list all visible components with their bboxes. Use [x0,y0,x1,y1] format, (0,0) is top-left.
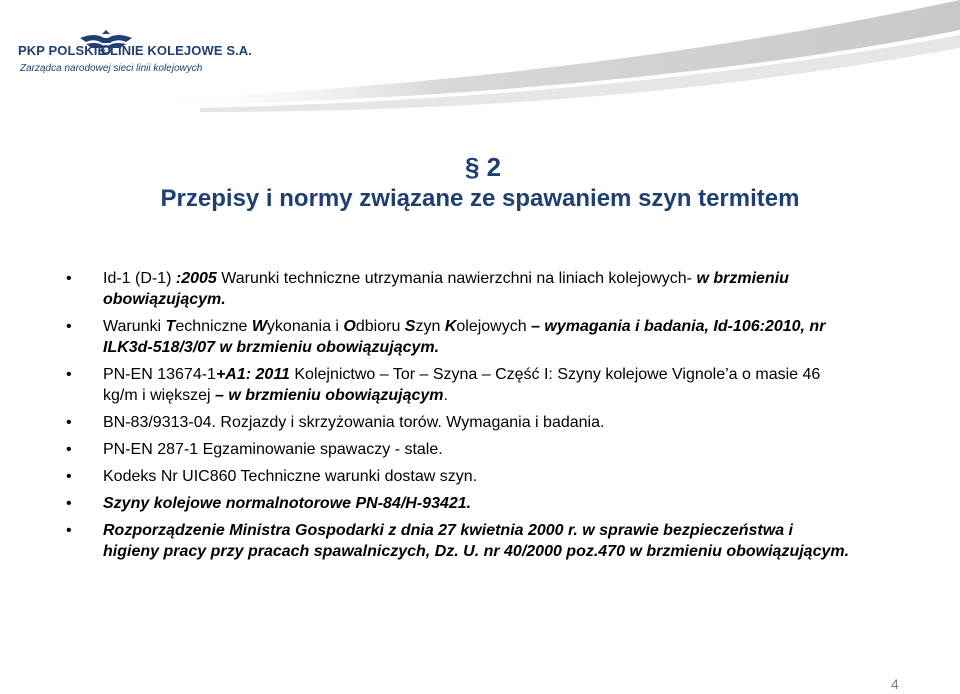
item-text: PN-EN 287-1 Egzaminowanie spawaczy - stale. [103,441,443,458]
list-item [103,364,853,406]
page-title: Przepisy i normy związane ze spawaniem szyn termitem [160,185,800,212]
item-text: Warunki techniczne utrzymania nawierzchni na liniach kolejowych- [216,270,697,287]
item-text: Kolejnictwo – Tor – Szyna – Część I: Szyny kolejowe Vignole’a o masie 46 kg/m i większej [103,366,821,404]
item-text: +A1: 2011 [215,366,290,383]
item-text: – w brzmieniu obowiązującym [215,387,444,404]
item-text: ykonania i [266,318,344,335]
item-text: – wymagania i badania, Id-106:2010, nr ILK3d-518/3/07 w brzmieniu obowiązującym. [103,318,826,356]
list-item [103,493,853,514]
item-text: PN-EN 13674-1 [103,366,216,383]
section-number: § 2 [465,152,502,182]
list-item [103,268,853,310]
list-item [103,316,853,358]
item-text: w brzmieniu obowiązującym. [103,270,789,308]
item-text: olejowych [456,318,532,335]
list-item [103,466,853,487]
list-item [103,520,853,562]
item-text: zyn [415,318,445,335]
item-text: T [165,318,176,335]
regulations-list [0,268,960,568]
list-item [103,412,853,433]
item-text: :2005 [175,270,217,287]
item-text: . [443,387,448,404]
item-text: Szyny kolejowe normalnotorowe PN-84/H-93421. [103,495,472,512]
item-text: Rozporządzenie Ministra Gospodarki z dnia 27 kwietnia 2000 r. w sprawie bezpieczeństwa i higieny pracy przy pracach spawalniczych, Dz. U. nr 40/2000 poz.470 w brzmieniu obowiązującym. [103,522,850,560]
item-text: Id-1 (D-1) [103,270,176,287]
item-text: echniczne [175,318,252,335]
list-item [103,439,853,460]
header-swoosh [0,0,960,120]
item-text: BN-83/9313-04. Rozjazdy i skrzyżowania torów. Wymagania i badania. [103,414,605,431]
item-text: S [404,318,416,335]
logo-name: PKP POLSKIE LINIE KOLEJOWE S.A. [18,43,253,58]
logo-tagline: Zarządca narodowej sieci linii kolejowych [20,63,203,74]
item-text: K [444,318,457,335]
item-text: W [251,318,267,335]
item-text: Kodeks Nr UIC860 Techniczne warunki dostaw szyn. [103,468,478,485]
item-text: O [343,318,356,335]
item-text: dbioru [355,318,405,335]
header-band [0,0,960,120]
item-text: Warunki [103,318,166,335]
page-number: 4 [891,676,899,692]
